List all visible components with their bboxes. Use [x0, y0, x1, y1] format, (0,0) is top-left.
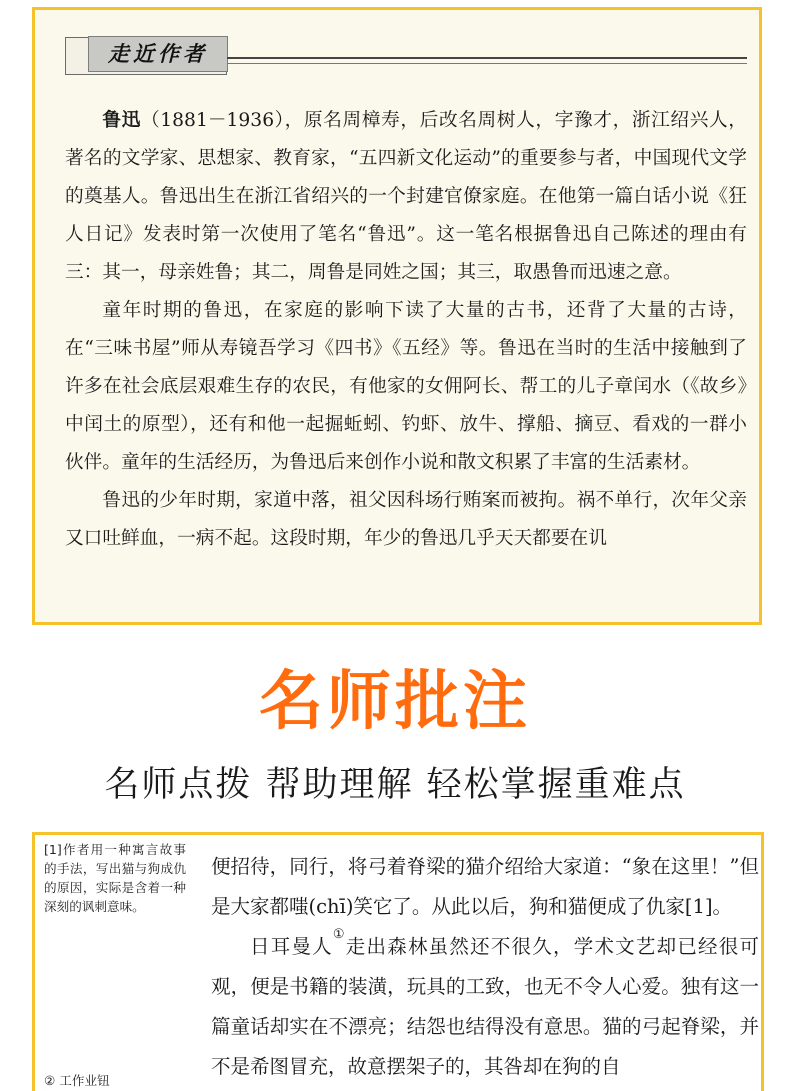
- paragraph: 鲁迅的少年时期，家道中落，祖父因科场行贿案而被拘。祸不单行，次年父亲又口吐鲜血，一病不起。这段时期，年少的鲁迅几乎天天都要在讥: [65, 490, 747, 549]
- paragraph: 童年时期的鲁迅，在家庭的影响下读了大量的古书，还背了大量的古诗，在“三味书屋”师从寿镜吾学习《四书》《五经》等。鲁迅在当时的生活中接触到了许多在社会底层艰难生存的农民，有他家的女佣阿长、帮工的儿子章闰水（《故乡》中闰土的原型），还有和他一起掘蚯蚓、钓虾、放牛、撑船、摘豆、看戏的一群小伙伴。童年的生活经历，为鲁迅后来创作小说和散文积累了丰富的生活素材。: [65, 300, 747, 473]
- footnote-marker[interactable]: ①: [332, 927, 346, 942]
- paragraph: 便招待，同行，将弓着脊梁的猫介绍给大家道：“象在这里！”但是大家都嗤(chī)笑它了。从此以后，狗和猫便成了仇家[1]。: [211, 855, 759, 918]
- section-rule: [227, 57, 747, 59]
- paragraph-text: 走出森林虽然还不很久，学术文艺却已经很可观，便是书籍的装潢，玩具的工致，也无不令人心爱。独有这一篇童话却实在不漂亮；结怨也结得没有意思。猫的弓起脊梁，并不是希图冒充，故意摆架子的，其咎却在狗的自: [211, 935, 759, 1078]
- author-name: 鲁迅: [102, 110, 141, 131]
- section-tag: [65, 37, 227, 75]
- paragraph-text: （1881－1936），原名周樟寿，后改名周树人，字豫才，浙江绍兴人，著名的文学家、思想家、教育家，“五四新文化运动”的重要参与者，中国现代文学的奠基人。鲁迅出生在浙江省绍兴的一个封建官僚家庭。在他第一篇白话小说《狂人日记》发表时第一次使用了笔名“鲁迅”。这一笔名根据鲁迅自己陈述的理由有三：其一，母亲姓鲁；其二，周鲁是同姓之国；其三，取愚鲁而迅速之意。: [65, 110, 747, 283]
- author-intro-panel: [32, 7, 762, 625]
- paragraph: [65, 102, 747, 292]
- banner-title: 名师批注: [259, 665, 531, 739]
- paragraph-text: 日耳曼人: [250, 935, 333, 958]
- banner-subtitle: 名师点拨 帮助理解 轻松掌握重难点: [104, 765, 686, 805]
- side-annotation: [1]作者用一种寓言故事的手法，写出猫与狗成仇的原因，实际是含着一种深刻的讽刺意味。: [44, 842, 186, 914]
- main-text: [211, 847, 759, 1087]
- side-annotation-footnote: ② 工作业钮: [44, 1073, 110, 1088]
- section-tag-label: 走近作者: [88, 36, 228, 72]
- annotated-text-panel: [32, 832, 764, 1091]
- author-intro-text: [65, 102, 747, 558]
- paragraph: [211, 927, 759, 1087]
- section-rule-thin: [227, 63, 747, 64]
